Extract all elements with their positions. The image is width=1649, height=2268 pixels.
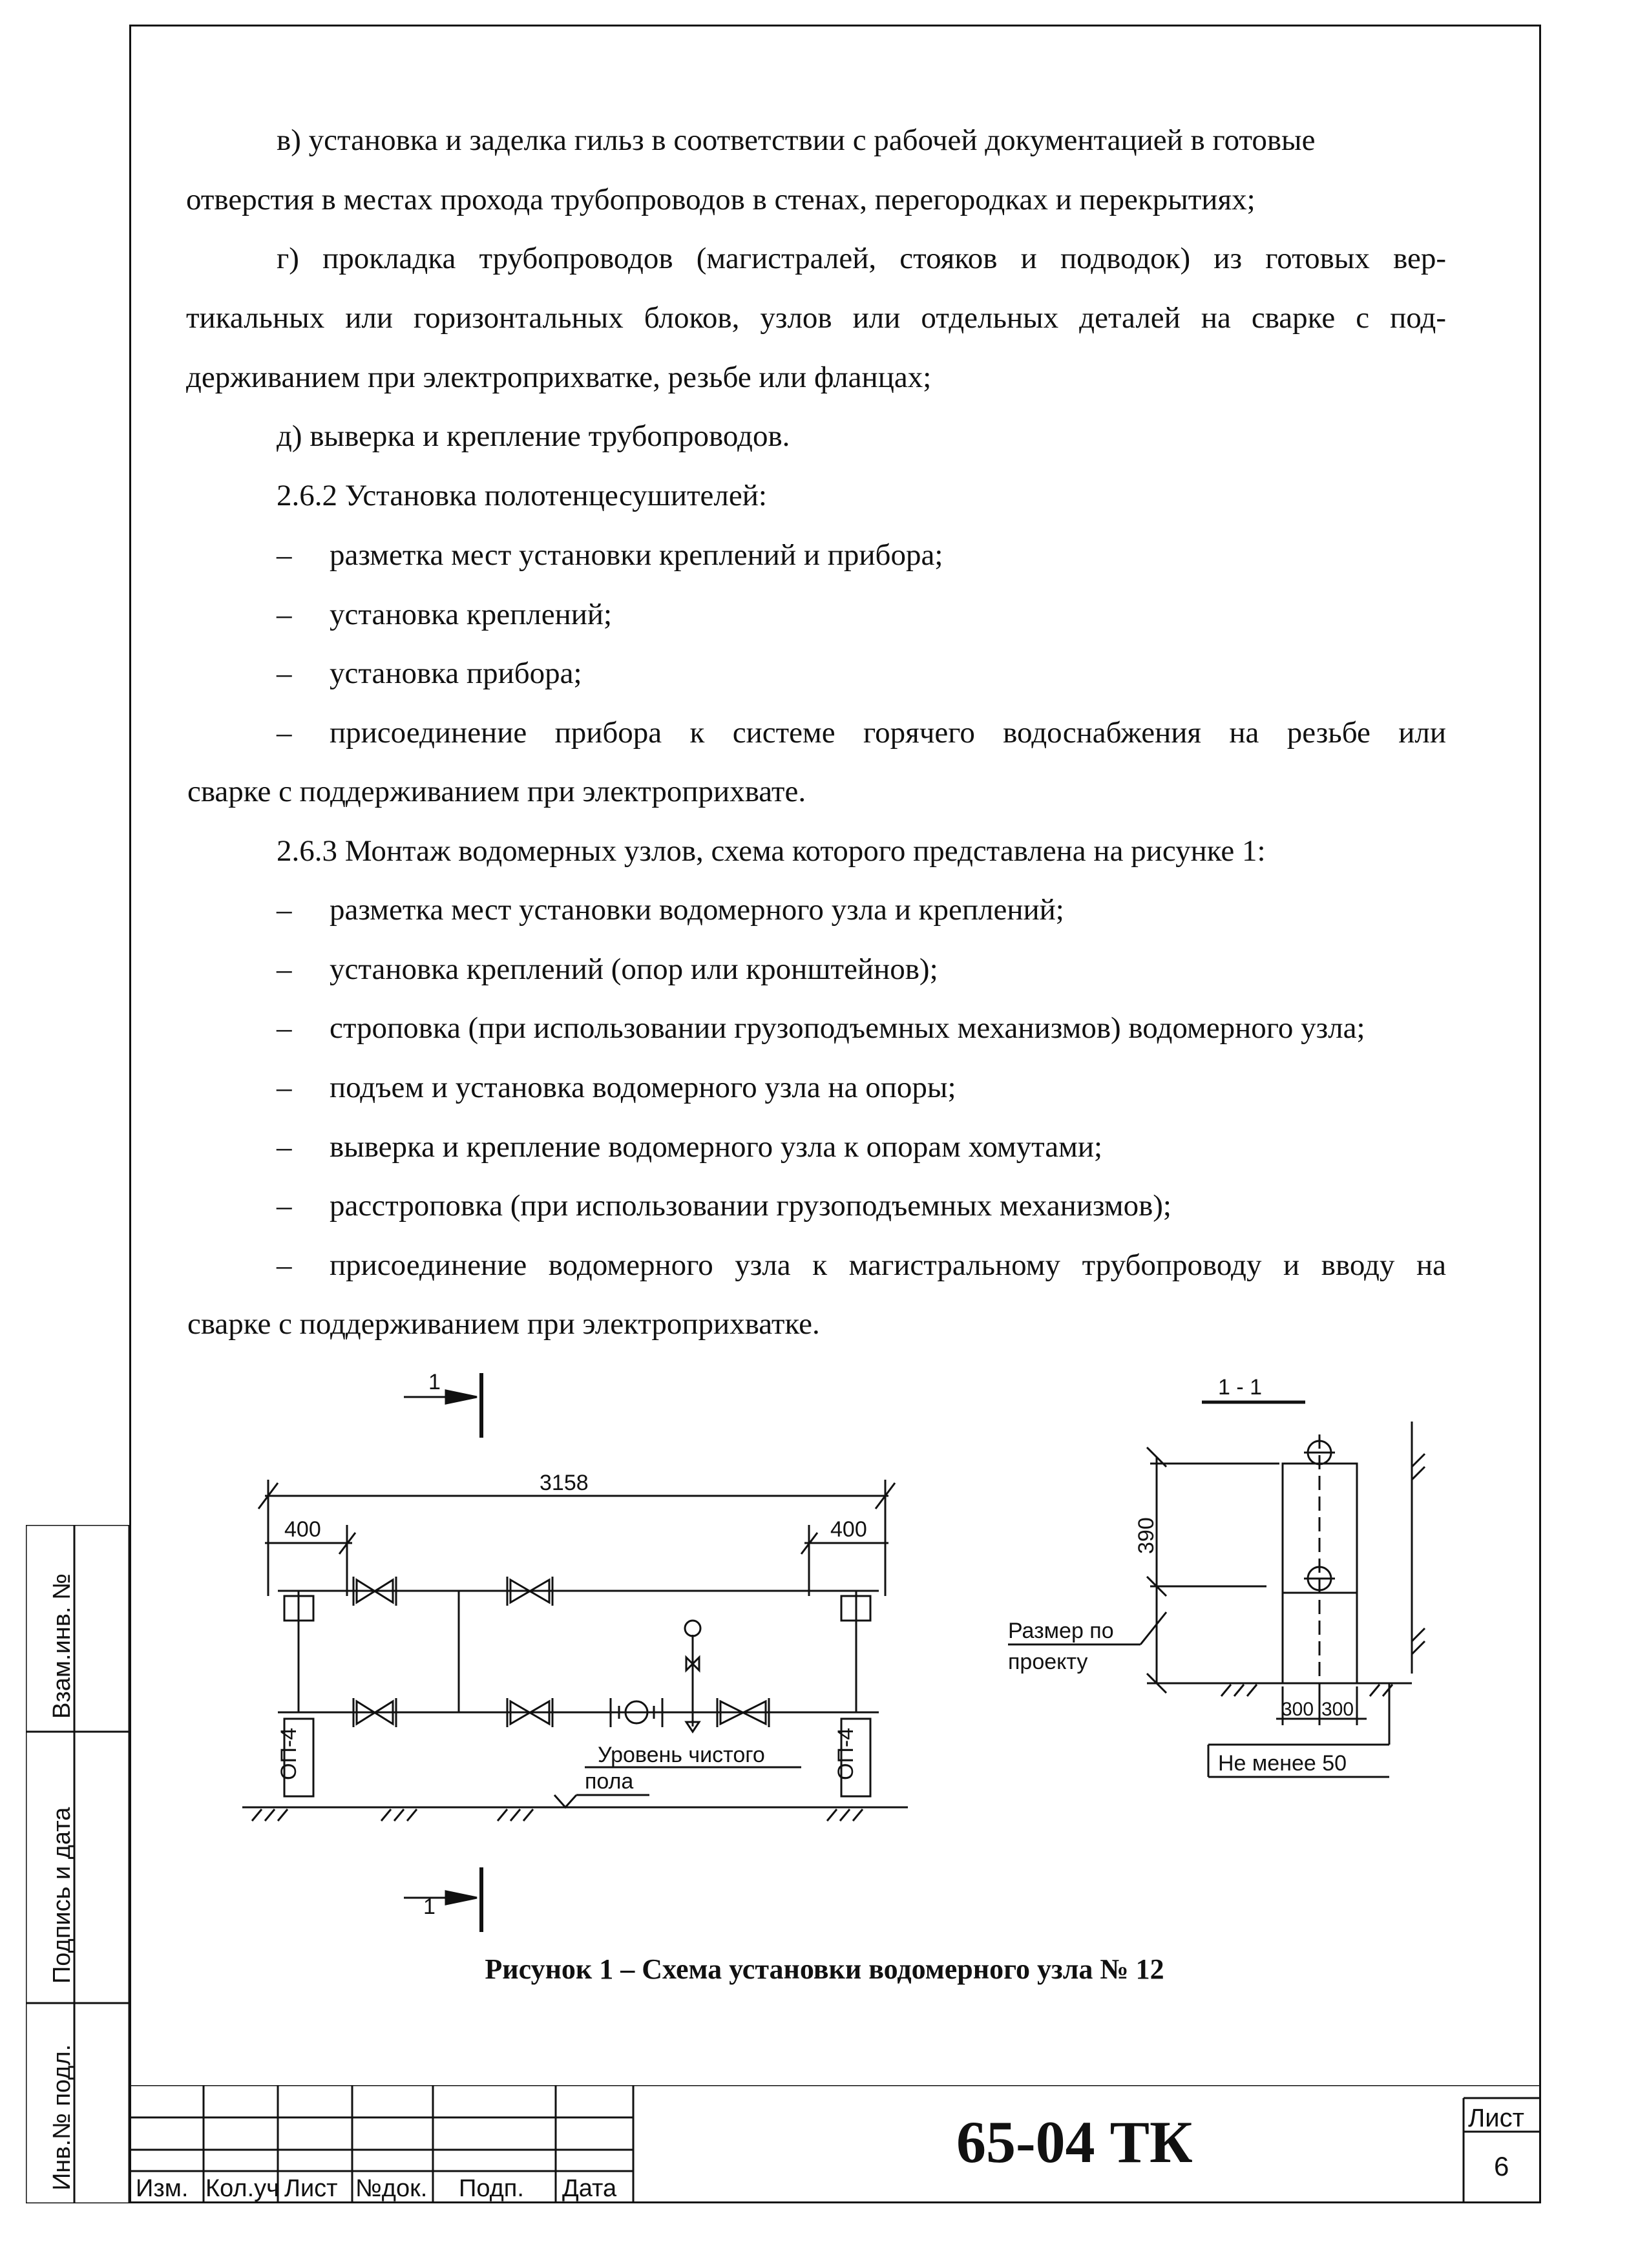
title-block-label: Подп. bbox=[459, 2175, 524, 2202]
dimension-label-300: 300 bbox=[1281, 1699, 1314, 1720]
support-label-right: ОП-4 bbox=[834, 1727, 858, 1780]
title-block bbox=[129, 2085, 1541, 2203]
document-code: 65-04 ТК bbox=[956, 2109, 1193, 2175]
paragraph-d: д) выверка и крепление трубопроводов. bbox=[277, 419, 790, 453]
list-item: присоединение водомерного узла к магистральному трубопроводу и вводу на bbox=[330, 1248, 1446, 1282]
list-dash: – bbox=[277, 716, 292, 750]
list-item-continuation: сварке с поддерживанием при электроприхвате. bbox=[187, 775, 806, 808]
section-mark-label: 1 bbox=[428, 1370, 441, 1394]
section-arrow-head bbox=[446, 1391, 477, 1403]
list-item: установка креплений (опор или кронштейнов); bbox=[330, 952, 938, 986]
list-item: разметка мест установки водомерного узла и креплений; bbox=[330, 893, 1064, 927]
section-2-6-2-heading: 2.6.2 Установка полотенцесушителей: bbox=[277, 479, 767, 512]
leader-line bbox=[1140, 1612, 1166, 1644]
level-mark-icon bbox=[554, 1795, 576, 1807]
paragraph-v-line2: отверстия в местах прохода трубопроводов в стенах, перегородках и перекрытиях; bbox=[186, 183, 1255, 216]
section-title: 1 - 1 bbox=[1218, 1375, 1263, 1400]
list-item: установка креплений; bbox=[330, 598, 613, 631]
list-item: разметка мест установки креплений и прибора; bbox=[330, 538, 943, 572]
floor-level-label: пола bbox=[585, 1769, 634, 1794]
paragraph-g-line2: тикальных или горизонтальных блоков, узлов или отдельных деталей на сварке с под- bbox=[186, 301, 1446, 335]
support-label-left: ОП-4 bbox=[277, 1727, 301, 1780]
section-2-6-3-heading: 2.6.3 Монтаж водомерных узлов, схема которого представлена на рисунке 1: bbox=[277, 834, 1266, 868]
title-block-label: Кол.уч bbox=[205, 2175, 279, 2202]
list-dash: – bbox=[277, 598, 292, 631]
side-stamp bbox=[26, 1525, 129, 2203]
sheet-number: 6 bbox=[1494, 2151, 1509, 2181]
title-block-label: Изм. bbox=[136, 2175, 189, 2202]
side-stamp-label: Инв.№ подл. bbox=[48, 2044, 76, 2190]
dimension-label-390: 390 bbox=[1134, 1517, 1159, 1554]
size-label: Размер по bbox=[1008, 1619, 1114, 1643]
list-dash: – bbox=[277, 952, 292, 986]
list-dash: – bbox=[277, 1189, 292, 1223]
paragraph-v-line1: в) установка и заделка гильз в соответствии с рабочей документацией в готовые bbox=[277, 123, 1316, 157]
dimension-label-left: 400 bbox=[284, 1517, 321, 1542]
paragraph-g-line1: г) прокладка трубопроводов (магистралей, стояков и подводок) из готовых вер- bbox=[277, 242, 1446, 275]
list-item-continuation: сварке с поддерживанием при электроприхватке. bbox=[187, 1307, 820, 1341]
minimum-label: Не менее 50 bbox=[1218, 1751, 1347, 1776]
list-dash: – bbox=[277, 893, 292, 927]
title-block-label: №док. bbox=[355, 2175, 428, 2202]
wall-hatch bbox=[1412, 1454, 1425, 1654]
list-item: установка прибора; bbox=[330, 656, 582, 690]
list-item: выверка и крепление водомерного узла к опорам хомутами; bbox=[330, 1130, 1103, 1164]
section-arrow-head bbox=[446, 1891, 477, 1904]
list-item: присоединение прибора к системе горячего водоснабжения на резьбе или bbox=[330, 716, 1446, 750]
side-stamp-label: Подпись и дата bbox=[48, 1807, 76, 1984]
list-item: расстроповка (при использовании грузоподъемных механизмов); bbox=[330, 1189, 1171, 1223]
list-dash: – bbox=[277, 1248, 292, 1282]
figure-caption: Рисунок 1 – Схема установки водомерного узла № 12 bbox=[485, 1953, 1164, 1985]
floor-hatch bbox=[252, 1809, 863, 1821]
paragraph-g-line3: держиванием при электроприхватке, резьбе или фланцах; bbox=[186, 361, 932, 394]
list-dash: – bbox=[277, 1011, 292, 1045]
list-item: подъем и установка водомерного узла на опоры; bbox=[330, 1071, 956, 1104]
list-dash: – bbox=[277, 1071, 292, 1104]
floor-level-label: Уровень чистого bbox=[598, 1743, 765, 1767]
side-stamp-label: Взам.инв. № bbox=[48, 1573, 76, 1719]
pressure-gauge-icon bbox=[685, 1621, 700, 1732]
section-mark-label: 1 bbox=[423, 1895, 436, 1919]
dimension-label-right: 400 bbox=[830, 1517, 867, 1542]
sheet-label: Лист bbox=[1468, 2104, 1524, 2132]
title-block-label: Лист bbox=[284, 2175, 338, 2202]
size-label: проекту bbox=[1008, 1650, 1088, 1674]
list-dash: – bbox=[277, 656, 292, 690]
title-block-label: Дата bbox=[562, 2175, 617, 2202]
floor-hatch bbox=[1221, 1685, 1392, 1696]
list-dash: – bbox=[277, 538, 292, 572]
dimension-label-300: 300 bbox=[1321, 1699, 1354, 1720]
dimension-label-total: 3158 bbox=[540, 1471, 589, 1495]
list-dash: – bbox=[277, 1130, 292, 1164]
list-item: строповка (при использовании грузоподъемных механизмов) водомерного узла; bbox=[330, 1011, 1365, 1045]
